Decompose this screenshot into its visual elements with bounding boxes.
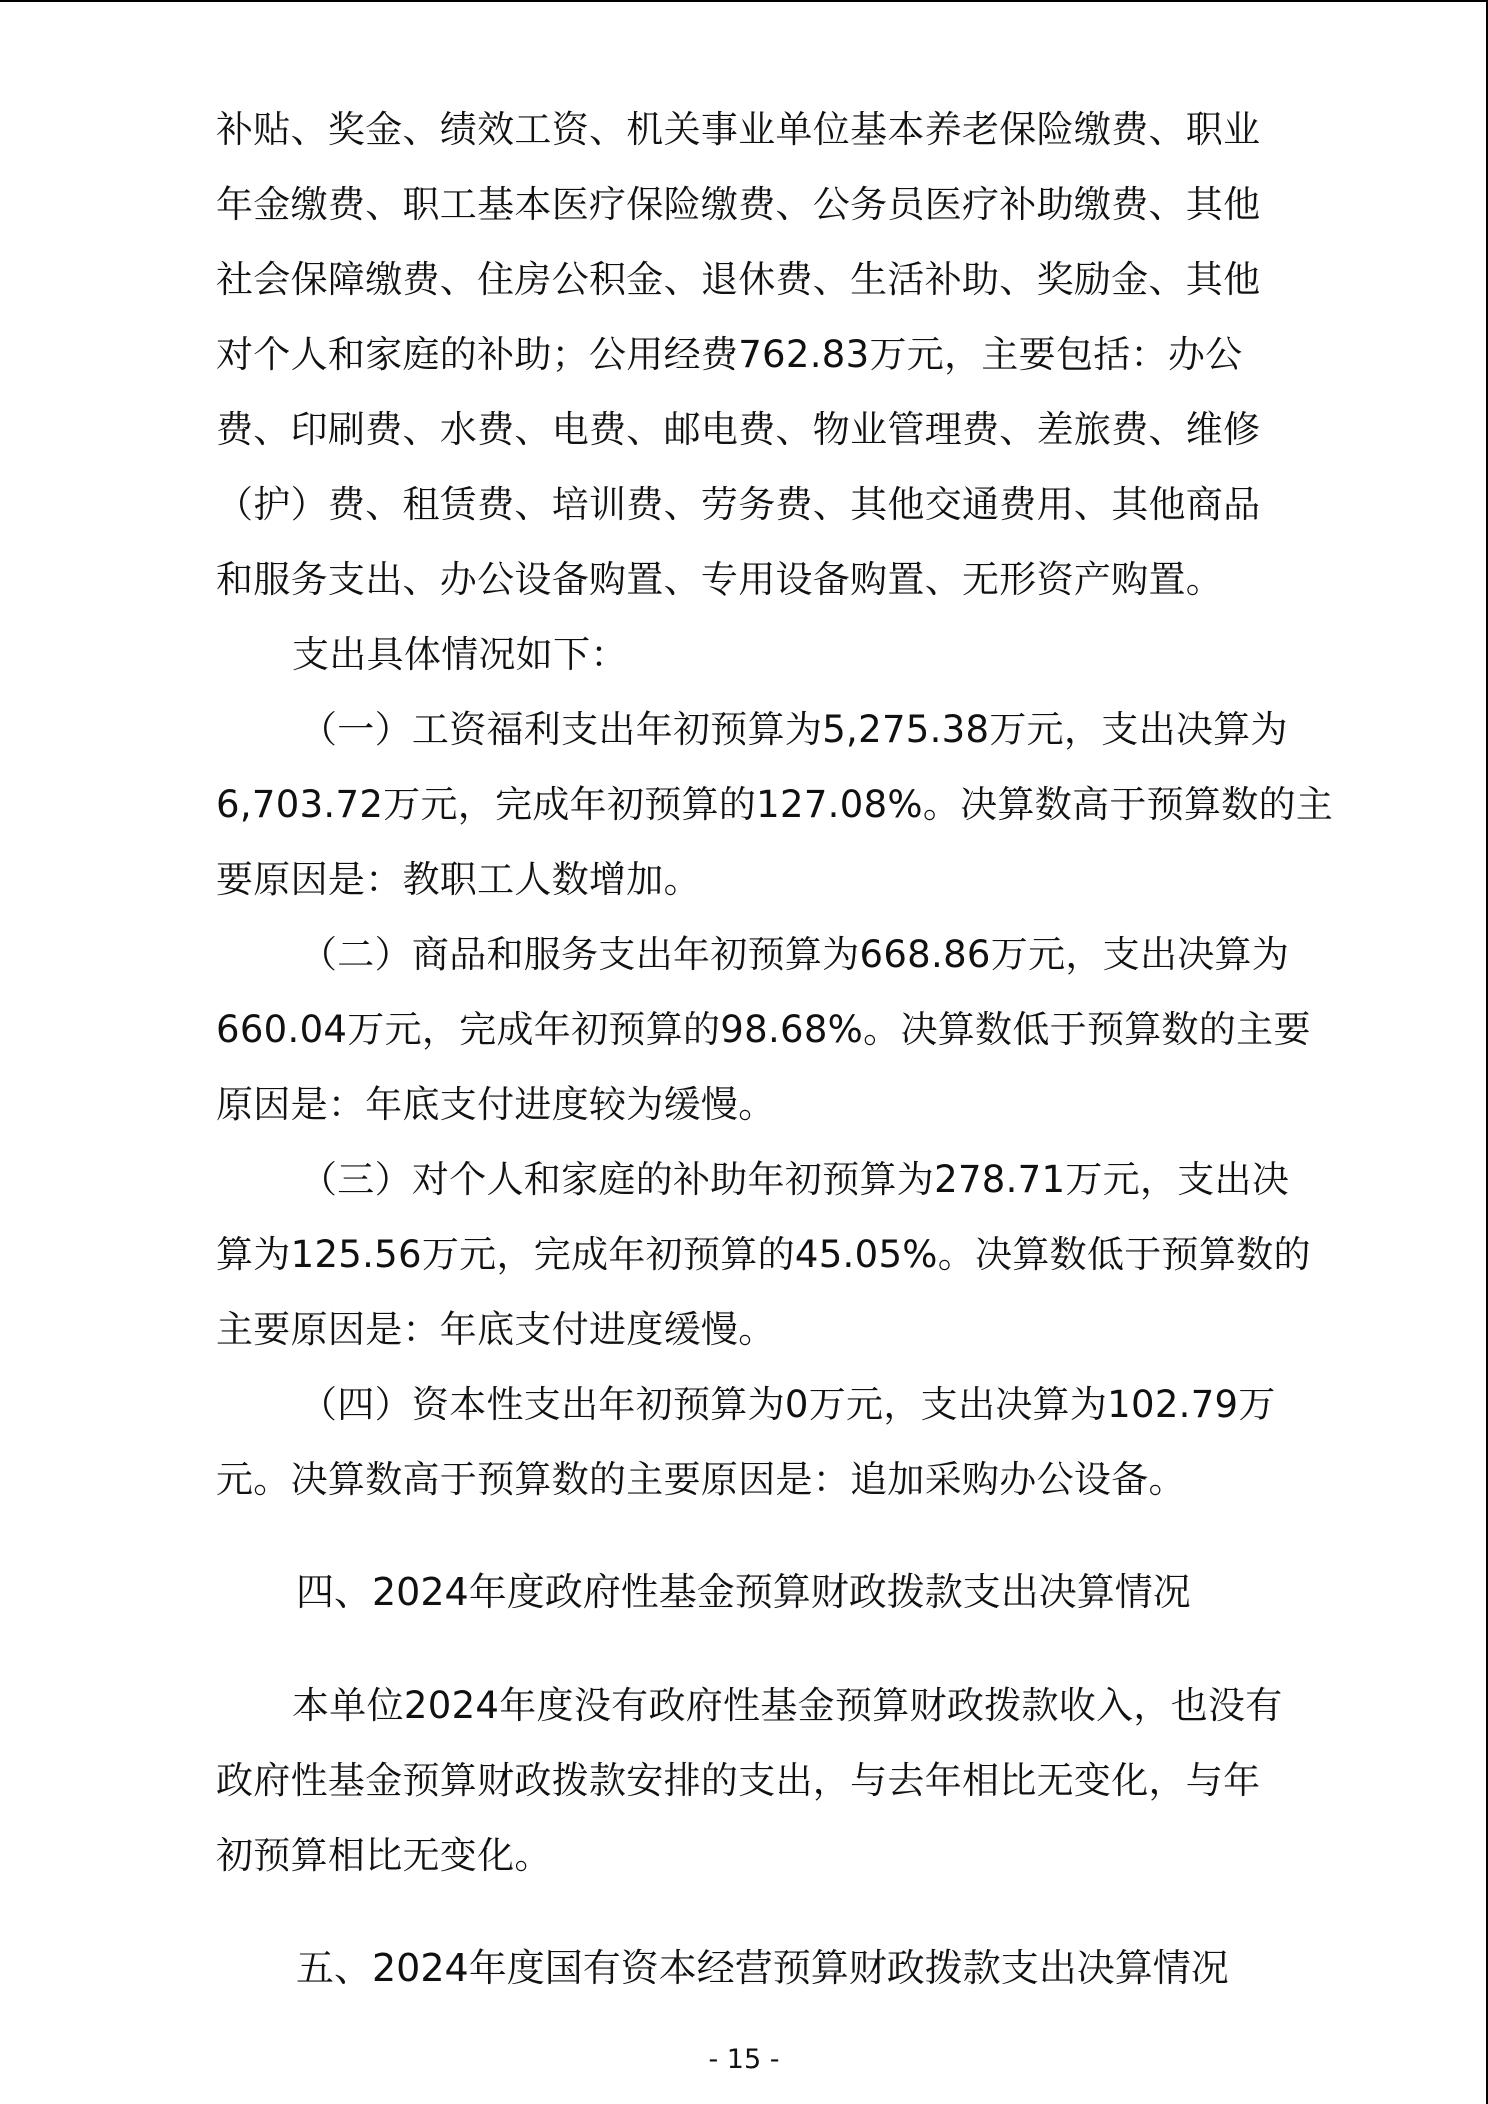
text-line: 补贴、奖金、绩效工资、机关事业单位基本养老保险缴费、职业 [216,108,1261,151]
document-body [216,92,1334,2006]
text-line: 和服务支出、办公设备购置、专用设备购置、无形资产购置。 [216,558,1224,601]
text-line: 年金缴费、职工基本医疗保险缴费、公务员医疗补助缴费、其他 [216,183,1261,226]
section-4-heading: 四、2024年度政府性基金预算财政拨款支出决算情况 [296,1570,1191,1614]
expense-intro: 支出具体情况如下： [292,633,628,676]
text-line: 6,703.72万元，完成年初预算的127.08%。决算数高于预算数的主 [216,783,1334,826]
text-line: 原因是：年底支付进度较为缓慢。 [216,1083,776,1126]
text-line: （三）对个人和家庭的补助年初预算为278.71万元，支出决 [300,1158,1290,1201]
section-4-body [216,1668,1288,1893]
text-line: （护）费、租赁费、培训费、劳务费、其他交通费用、其他商品 [216,483,1261,526]
item-wages-welfare [216,692,1334,917]
page-number: - 15 - [708,2044,780,2075]
text-line: 对个人和家庭的补助；公用经费762.83万元，主要包括：办公 [216,333,1243,376]
section-5-heading: 五、2024年度国有资本经营预算财政拨款支出决算情况 [296,1946,1229,1990]
text-line: 初预算相比无变化。 [216,1834,552,1877]
text-line: 算为125.56万元，完成年初预算的45.05%。决算数低于预算数的 [216,1233,1311,1276]
item-household-subsidy [216,1142,1311,1367]
text-line: （二）商品和服务支出年初预算为668.86万元，支出决算为 [300,933,1290,976]
text-line: 660.04万元，完成年初预算的98.68%。决算数低于预算数的主要 [216,1008,1311,1051]
item-goods-services [216,917,1311,1142]
item-capital-expense [216,1367,1288,1517]
text-line: （一）工资福利支出年初预算为5,275.38万元，支出决算为 [300,708,1288,751]
text-line: 本单位2024年度没有政府性基金预算财政拨款收入，也没有 [292,1684,1283,1727]
text-line: 主要原因是：年底支付进度缓慢。 [216,1308,776,1351]
text-line: 费、印刷费、水费、电费、邮电费、物业管理费、差旅费、维修 [216,408,1261,451]
text-line: 社会保障缴费、住房公积金、退休费、生活补助、奖励金、其他 [216,258,1261,301]
text-line: 政府性基金预算财政拨款安排的支出，与去年相比无变化，与年 [216,1759,1261,1802]
text-line: 元。决算数高于预算数的主要原因是：追加采购办公设备。 [216,1458,1186,1501]
intro-paragraph [216,92,1288,617]
text-line: 要原因是：教职工人数增加。 [216,858,701,901]
text-line: （四）资本性支出年初预算为0万元，支出决算为102.79万 [300,1383,1276,1426]
